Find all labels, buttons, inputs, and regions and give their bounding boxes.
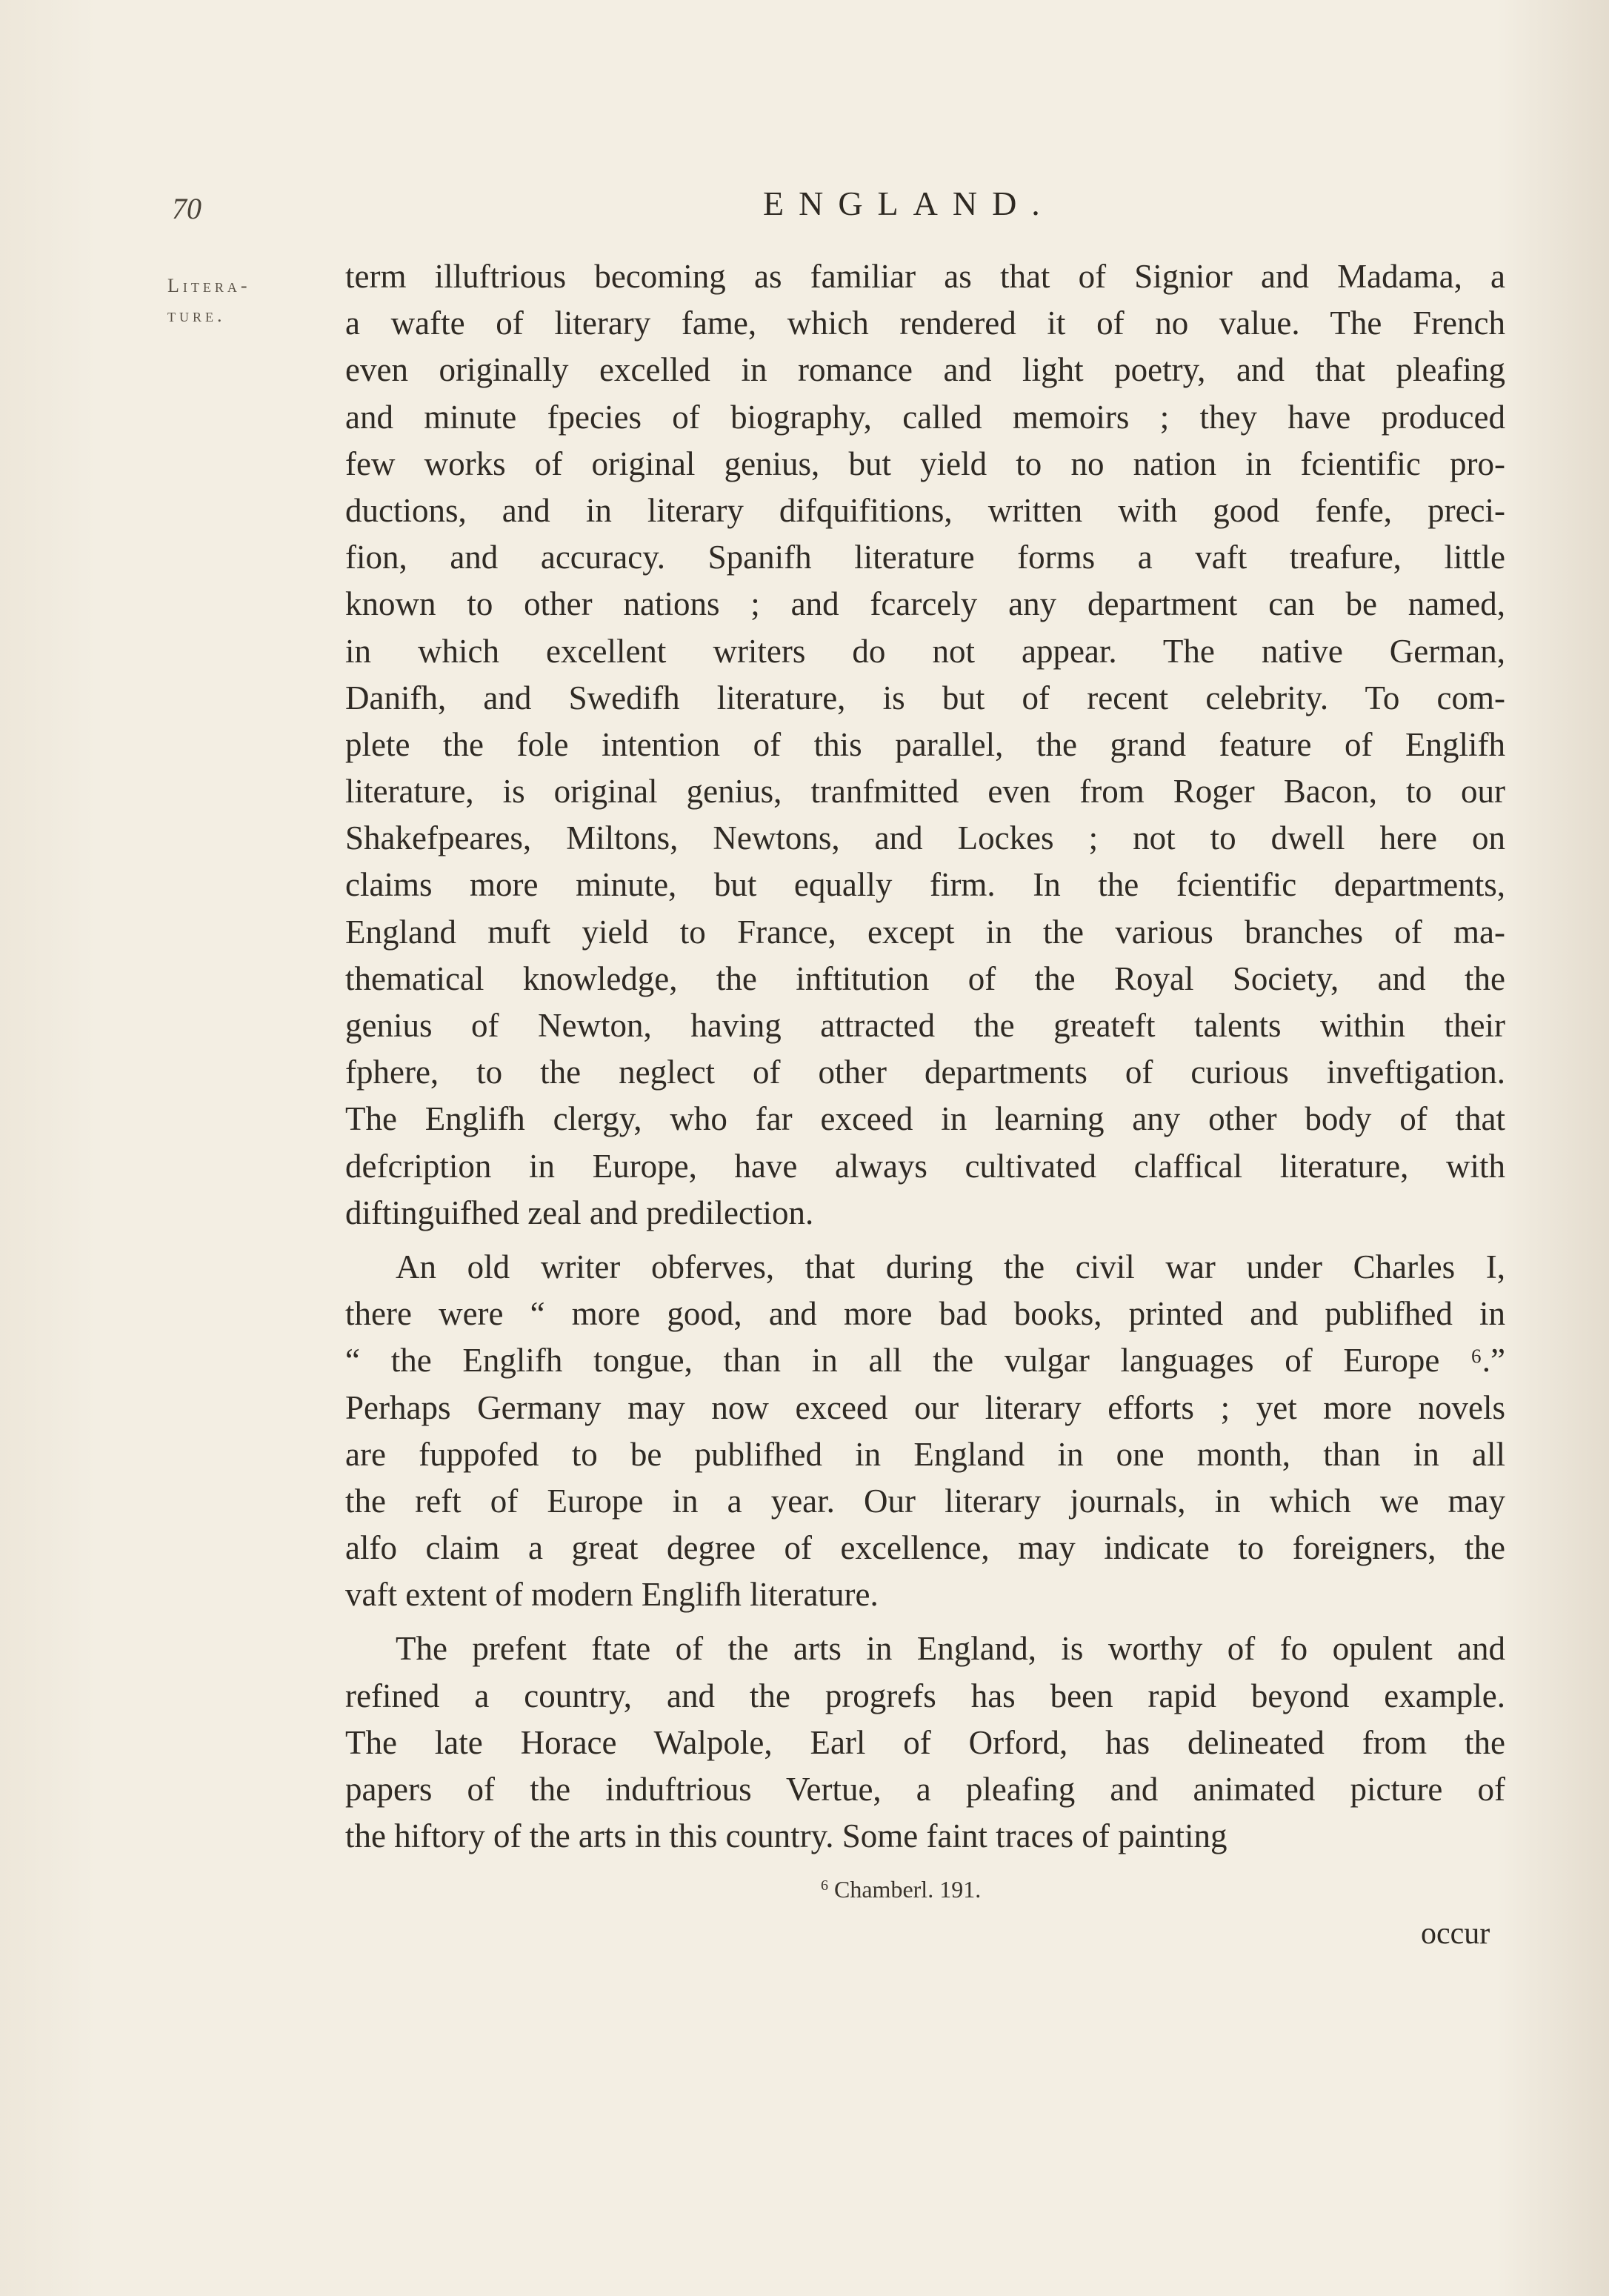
text-line: papers of the induftrious Vertue, a pleafing and animated picture of: [345, 1771, 1505, 1808]
margin-note-line: ture.: [167, 305, 226, 326]
text-line: ductions, and in literary difquifitions, written with good fenfe, preci-: [345, 491, 1505, 529]
body-text: [345, 253, 1505, 1860]
text-line: and minute fpecies of biography, called memoirs ; they have produced: [345, 398, 1505, 436]
text-line: the reft of Europe in a year. Our literary journals, in which we may: [345, 1482, 1505, 1520]
text-line: thematical knowledge, the inftitution of the Royal Society, and the: [345, 959, 1505, 997]
text-line: genius of Newton, having attracted the greateft talents within their: [345, 1007, 1505, 1044]
margin-note-line: Litera-: [167, 275, 251, 296]
text-line: defcription in Europe, have always cultivated claffical literature, with: [345, 1147, 1505, 1185]
text-line: diftinguifhed zeal and predilection.: [345, 1194, 814, 1231]
text-line: known to other nations ; and fcarcely any department can be named,: [345, 585, 1505, 623]
text-line: An old writer obferves, that during the civil war under Charles I,: [396, 1248, 1505, 1285]
text-line: there were “ more good, and more bad books, printed and publifhed in: [345, 1295, 1505, 1333]
paragraph: [345, 1625, 1505, 1860]
text-line: refined a country, and the progrefs has been rapid beyond example.: [345, 1677, 1505, 1714]
text-line: in which excellent writers do not appear. The native German,: [345, 632, 1505, 670]
paragraph-gap: [345, 1237, 1505, 1244]
footnote: [821, 1876, 981, 1903]
text-line: Perhaps Germany may now exceed our literary efforts ; yet more novels: [345, 1388, 1505, 1426]
text-line: alfo claim a great degree of excellence, may indicate to foreigners, the: [345, 1529, 1505, 1567]
text-line: vaft extent of modern Englifh literature.: [345, 1576, 879, 1614]
text-line: the hiftory of the arts in this country. Some faint traces of painting: [345, 1817, 1227, 1855]
running-head: ENGLAND.: [763, 184, 1055, 222]
paragraph-gap: [345, 1618, 1505, 1625]
paragraph: [345, 1244, 1505, 1619]
text-line: The late Horace Walpole, Earl of Orford, has delineated from the: [345, 1723, 1505, 1761]
text-line: a wafte of literary fame, which rendered it of no value. The French: [345, 305, 1505, 342]
text-line: even originally excelled in romance and light poetry, and that pleafing: [345, 351, 1505, 389]
text-line: claims more minute, but equally firm. In the fcientific departments,: [345, 866, 1505, 904]
text-line: literature, is original genius, tranfmitted even from Roger Bacon, to our: [345, 773, 1505, 811]
text-line: “ the Englifh tongue, than in all the vulgar languages of Europe ⁶.”: [345, 1342, 1505, 1380]
footnote-text: Chamberl. 191.: [834, 1876, 982, 1903]
text-line: Danifh, and Swedifh literature, is but of recent celebrity. To com-: [345, 679, 1505, 716]
text-line: term illuftrious becoming as familiar as that of Signior and Madama, a: [345, 258, 1505, 295]
text-line: plete the fole intention of this parallel, the grand feature of Englifh: [345, 725, 1505, 763]
text-line: The Englifh clergy, who far exceed in learning any other body of that: [345, 1100, 1505, 1138]
catchword: occur: [1421, 1917, 1490, 1951]
footnote-marker: 6: [821, 1877, 828, 1894]
paragraph: [345, 253, 1505, 1237]
text-line: fphere, to the neglect of other departments of curious inveftigation.: [345, 1054, 1505, 1091]
text-line: are fuppofed to be publifhed in England in one month, than in all: [345, 1435, 1505, 1473]
text-line: few works of original genius, but yield to no nation in fcientific pro-: [345, 445, 1505, 482]
text-line: England muft yield to France, except in the various branches of ma-: [345, 913, 1505, 951]
text-line: fion, and accuracy. Spanifh literature forms a vaft treafure, little: [345, 539, 1505, 576]
text-line: Shakefpeares, Miltons, Newtons, and Lockes ; not to dwell here on: [345, 819, 1505, 857]
margin-note: [167, 271, 316, 330]
page-number: 70: [172, 192, 201, 225]
text-line: The prefent ftate of the arts in England, is worthy of fo opulent and: [396, 1630, 1505, 1668]
